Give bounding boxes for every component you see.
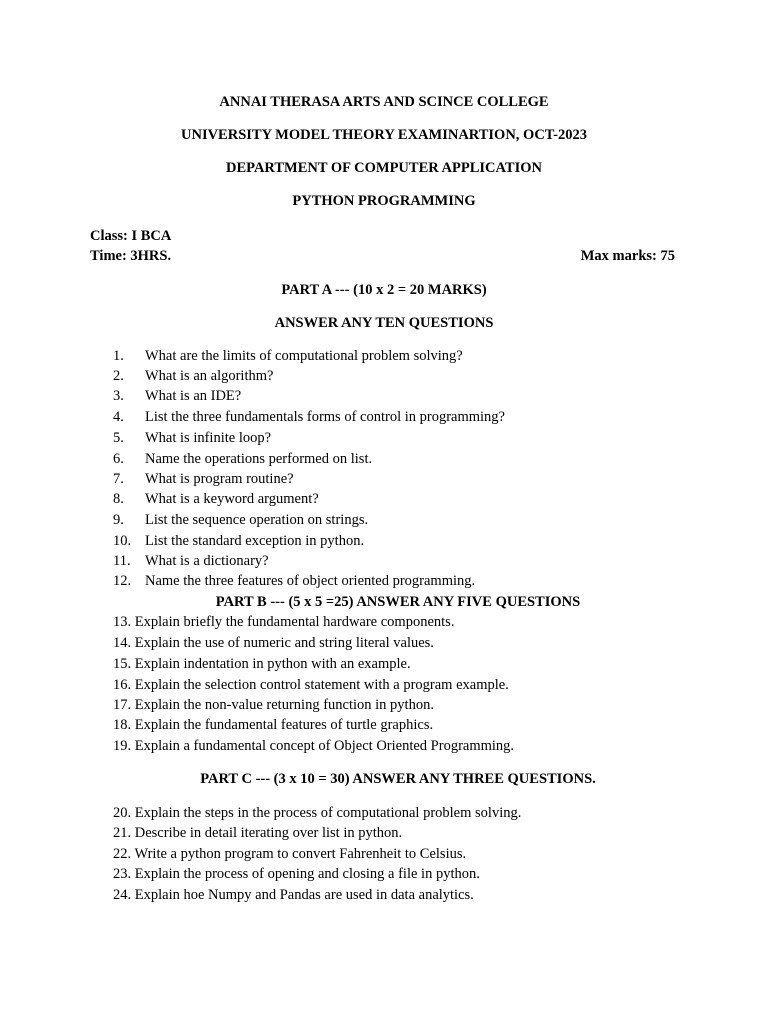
college-title: ANNAI THERASA ARTS AND SCINCE COLLEGE [219,94,549,110]
question-number: 2. [113,368,124,384]
question-number: 1. [113,348,124,364]
question-number: 8. [113,491,124,507]
question-number: 9. [113,512,124,528]
question-text: Name the operations performed on list. [145,451,373,467]
question-text: List the sequence operation on strings. [145,512,369,528]
question-number: 4. [113,409,124,425]
list-item [113,430,271,447]
question-text: What is an IDE? [145,388,242,404]
question-number: 5. [113,430,124,446]
list-item [113,348,463,365]
max-marks-label: Max marks: 75 [580,248,675,264]
question-number: 12. [113,573,132,589]
list-item [113,368,273,385]
question-number: 6. [113,451,124,467]
question-text: What is a dictionary? [145,553,269,569]
list-item: 16. Explain the selection control statement with a program example. [113,677,509,693]
question-text: List the three fundamentals forms of control in programming? [145,409,505,425]
list-item [113,409,505,426]
question-number: 11. [113,553,131,569]
list-item: 14. Explain the use of numeric and string literal values. [113,635,434,651]
question-text: Name the three features of object oriented programming. [145,573,476,589]
question-text: What is program routine? [145,471,294,487]
question-number: 10. [113,533,132,549]
list-item: 19. Explain a fundamental concept of Object Oriented Programming. [113,738,515,754]
part-b-title: PART B --- (5 x 5 =25) ANSWER ANY FIVE QUESTIONS [215,594,581,610]
list-item: 15. Explain indentation in python with an example. [113,656,411,672]
list-item: 21. Describe in detail iterating over list in python. [113,825,403,841]
class-label: Class: I BCA [90,228,172,244]
list-item [113,471,294,488]
list-item: 13. Explain briefly the fundamental hardware components. [113,614,455,630]
list-item [113,573,475,590]
list-item [113,491,319,508]
list-item [113,512,368,529]
exam-title: UNIVERSITY MODEL THEORY EXAMINARTION, OCT-2023 [181,127,587,143]
list-item [113,451,372,468]
part-a-instruction: ANSWER ANY TEN QUESTIONS [274,315,494,331]
question-text: List the standard exception in python. [145,533,365,549]
department-title: DEPARTMENT OF COMPUTER APPLICATION [226,160,542,176]
subject-title: PYTHON PROGRAMMING [292,193,476,209]
list-item [113,533,364,550]
list-item: 17. Explain the non-value returning function in python. [113,697,434,713]
time-label: Time: 3HRS. [90,248,172,264]
part-c-title: PART C --- (3 x 10 = 30) ANSWER ANY THREE QUESTIONS. [200,771,596,787]
list-item: 18. Explain the fundamental features of turtle graphics. [113,717,434,733]
question-number: 7. [113,471,124,487]
list-item: 23. Explain the process of opening and closing a file in python. [113,866,480,882]
question-text: What is an algorithm? [145,368,274,384]
list-item [113,388,241,405]
question-number: 3. [113,388,124,404]
question-text: What is a keyword argument? [145,491,319,507]
list-item: 20. Explain the steps in the process of computational problem solving. [113,805,522,821]
question-text: What is infinite loop? [145,430,272,446]
part-a-title: PART A --- (10 x 2 = 20 MARKS) [281,282,487,298]
list-item: 24. Explain hoe Numpy and Pandas are used in data analytics. [113,887,474,903]
question-text: What are the limits of computational problem solving? [145,348,463,364]
list-item: 22. Write a python program to convert Fahrenheit to Celsius. [113,846,467,862]
list-item [113,553,269,570]
